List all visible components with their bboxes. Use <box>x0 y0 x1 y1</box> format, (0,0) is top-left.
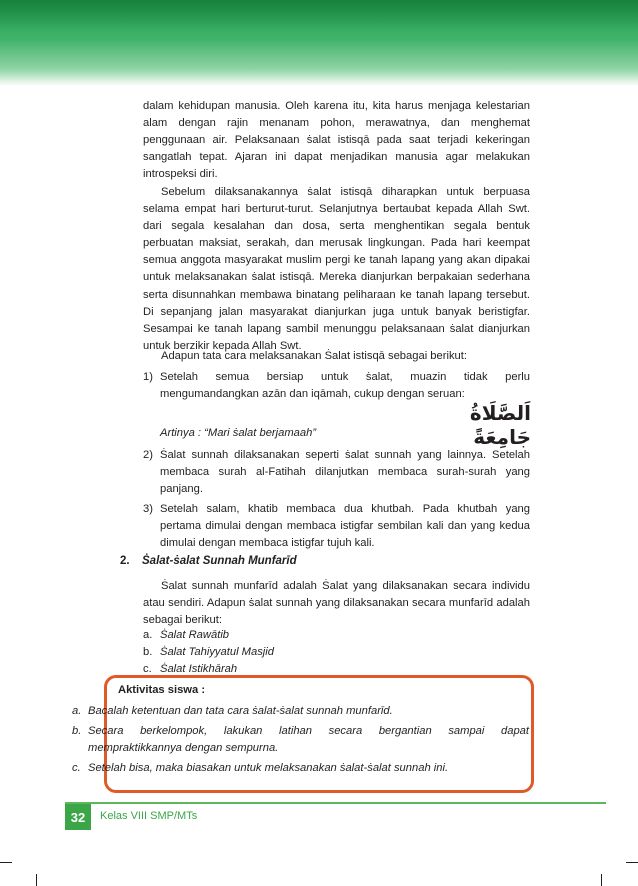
crop-mark <box>0 862 12 863</box>
salat-list <box>143 627 274 678</box>
step-3 <box>143 501 530 552</box>
artinya-text: Artinya : “Mari ṡalat berjamaah” <box>160 427 317 439</box>
paragraph-1: dalam kehidupan manusia. Oleh karena itu, kita harus menjaga kelestarian alam dengan rajin menanam pohon, merawatnya, dan menghemat penggunaan air. Pelaksanaan ṡalat istisqā pada saat terjadi kekeringan sangatlah tepat. Ajaran ini dapat menjadikan manusia agar melakukan introspeksi diri. <box>143 100 530 181</box>
page-number: 32 <box>65 804 91 830</box>
list-item <box>143 627 274 644</box>
list-letter: c. <box>143 663 152 676</box>
book-title: Kelas VIII SMP/MTs <box>100 810 198 822</box>
list-text: Ṡalat Istikhārah <box>160 663 238 676</box>
activity-letter: c. <box>72 762 81 774</box>
activity-letter: a. <box>72 705 82 717</box>
arabic-text: اَلصَّلَاةُ جَامِعَةً <box>469 401 531 449</box>
step-number: 1) <box>143 371 153 383</box>
paragraph-4: Ṡalat sunnah munfarīd adalah Ṡalat yang dilaksanakan secara individu atau sendiri. Adapun ṡalat sunnah yang dilaksanakan secara munfarīd adalah sebagai berikut: <box>143 580 530 627</box>
list-letter: a. <box>143 629 153 641</box>
step-1 <box>143 369 530 403</box>
crop-mark <box>601 874 602 886</box>
activity-text: Bacalah ketentuan dan tata cara ṡalat-ṡalat sunnah munfarīd. <box>88 705 393 717</box>
list-text: Ṡalat Tahiyyatul Masjid <box>160 646 275 659</box>
step-2 <box>143 447 530 498</box>
list-item <box>143 644 274 661</box>
step-text: Setelah salam, khatib membaca dua khutbah. Pada khutbah yang pertama dimulai dengan membaca istigfar sembilan kali dan yang kedua dimulai dengan membaca istigfar tujuh kali. <box>160 503 530 550</box>
activity-item <box>72 760 529 777</box>
activity-text: Setelah bisa, maka biasakan untuk melaksanakan ṡalat-ṡalat sunnah ini. <box>88 762 449 774</box>
paragraph-2: Sebelum dilaksanakannya ṡalat istisqā diharapkan untuk berpuasa selama empat hari berturut-turut. Selanjutnya bertaubat kepada Allah Swt. dari segala kesalahan dan dosa, serta menghentikan segala bentuk perbuatan maksiat, serakah, dan merusak lingkungan. Pada hari keempat semua anggota masyarakat muslim pergi ke tanah lapang yang akan dipakai untuk melaksanakan ṡalat istisqā. Mereka dianjurkan berpakaian sederhana serta disunnahkan membawa binatang peliharaan ke tanah lapang tersebut. Di sepanjang jalan masyarakat dianjurkan juga untuk banyak beristigfar. Sesampai ke tanah lapang sambil menunggu pelaksanaan ṡalat dianjurkan untuk berzikir kepada Allah Swt. <box>143 186 530 352</box>
section-title: Ṡalat-ṡalat Sunnah Munfarīd <box>142 555 297 567</box>
header-band <box>0 0 638 86</box>
step-number: 2) <box>143 449 153 461</box>
activity-text: Secara berkelompok, lakukan latihan secara bergantian sampai dapat mempraktikkannya dengan sempurna. <box>88 725 529 755</box>
footer-rule <box>65 802 606 804</box>
activity-item <box>72 703 529 720</box>
crop-mark <box>626 862 638 863</box>
activity-letter: b. <box>72 725 82 737</box>
step-text: Ṡalat sunnah dilaksanakan seperti ṡalat sunnah yang lainnya. Setelah membaca surah al-Fatihah dilanjutkan membaca surah-surah yang panjang. <box>160 449 530 496</box>
list-letter: b. <box>143 646 153 659</box>
activity-title: Aktivitas siswa : <box>118 684 206 696</box>
paragraph-3: Adapun tata cara melaksanakan Ṡalat istisqā sebagai berikut: <box>161 350 467 362</box>
crop-mark <box>36 874 37 886</box>
section-heading <box>120 555 297 567</box>
step-text: Setelah semua bersiap untuk ṡalat, muazin tidak perlu mengumandangkan azān dan iqāmah, cukup dengan seruan: <box>160 371 530 401</box>
section-number: 2. <box>120 555 130 567</box>
step-number: 3) <box>143 503 153 515</box>
list-text: Ṡalat Rawātib <box>160 629 230 641</box>
activity-item <box>72 723 529 757</box>
